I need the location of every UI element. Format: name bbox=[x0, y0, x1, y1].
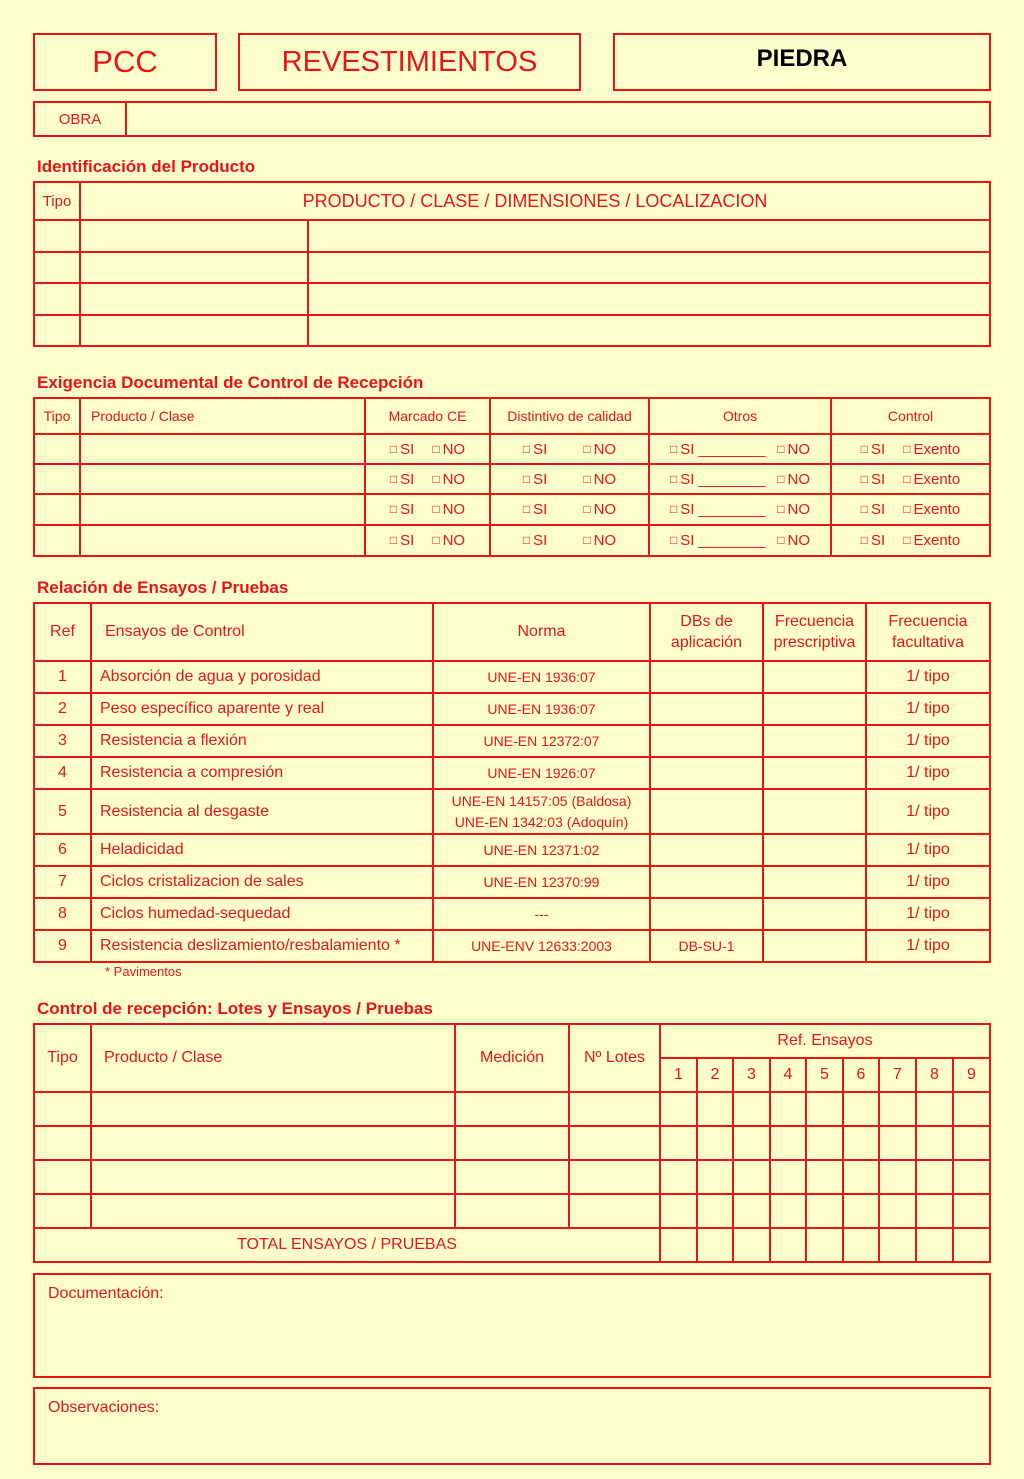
obra-table bbox=[33, 101, 991, 137]
checkbox-icon[interactable]: □ bbox=[583, 441, 591, 456]
ensayo-db bbox=[650, 898, 763, 930]
checkbox-option[interactable] bbox=[777, 471, 810, 488]
ensayo-norma: UNE-ENV 12633:2003 bbox=[433, 930, 650, 962]
checkbox-label: SI ________ bbox=[680, 501, 766, 518]
ensayo-norma: UNE-EN 1926:07 bbox=[433, 757, 650, 789]
checkbox-label: SI bbox=[871, 501, 886, 518]
checkbox-option[interactable] bbox=[523, 501, 547, 518]
ensayo-ref: 6 bbox=[34, 834, 91, 866]
checkbox-icon[interactable]: □ bbox=[860, 441, 869, 456]
checkbox-option[interactable] bbox=[523, 471, 547, 488]
ref-ensayo-number: 7 bbox=[879, 1058, 916, 1092]
ensayo-frec-prescriptiva bbox=[763, 725, 866, 757]
checkbox-label: NO bbox=[787, 470, 811, 488]
checkbox-icon[interactable]: □ bbox=[389, 471, 398, 486]
checkbox-label: NO bbox=[593, 501, 617, 518]
checkbox-option[interactable] bbox=[903, 501, 960, 518]
documentacion-label: Documentación: bbox=[48, 1285, 164, 1302]
ensayo-ref: 7 bbox=[34, 866, 91, 898]
ensayo-db bbox=[650, 789, 763, 834]
ensayo-norma: UNE-EN 1936:07 bbox=[433, 693, 650, 725]
checkbox-label: SI bbox=[533, 470, 548, 488]
section-title-identificacion: Identificación del Producto bbox=[37, 157, 256, 176]
total-label: TOTAL ENSAYOS / PRUEBAS bbox=[34, 1228, 660, 1262]
checkbox-option[interactable] bbox=[861, 501, 885, 518]
observaciones-label: Observaciones: bbox=[48, 1399, 160, 1416]
obra-label: OBRA bbox=[34, 102, 126, 136]
checkbox-option[interactable] bbox=[670, 501, 765, 518]
total-row bbox=[34, 1228, 990, 1262]
checkbox-label: NO bbox=[593, 532, 617, 549]
ensayo-db bbox=[650, 725, 763, 757]
checkbox-icon[interactable]: □ bbox=[669, 441, 678, 456]
ensayo-frec-facultativa: 1/ tipo bbox=[866, 930, 990, 962]
section-title-control: Control de recepción: Lotes y Ensayos / Pruebas bbox=[37, 999, 433, 1018]
ensayo-name: Peso específico aparente y real bbox=[91, 693, 433, 725]
checkbox-icon[interactable]: □ bbox=[777, 471, 785, 486]
checkbox-label: SI bbox=[533, 501, 548, 518]
table-row bbox=[34, 1160, 990, 1194]
checkbox-icon[interactable]: □ bbox=[432, 471, 440, 486]
ensayo-ref: 9 bbox=[34, 930, 91, 962]
ensayo-db: DB-SU-1 bbox=[650, 930, 763, 962]
checkbox-label: SI bbox=[400, 501, 415, 518]
table-row bbox=[34, 315, 990, 347]
ensayo-db bbox=[650, 661, 763, 693]
checkbox-option[interactable] bbox=[777, 501, 810, 518]
ref-ensayo-number: 3 bbox=[733, 1058, 770, 1092]
checkbox-icon[interactable]: □ bbox=[389, 441, 398, 456]
checkbox-option[interactable] bbox=[861, 532, 885, 549]
total-cell[interactable] bbox=[660, 1228, 697, 1262]
checkbox-icon[interactable]: □ bbox=[432, 533, 440, 547]
table-row bbox=[34, 434, 990, 464]
total-cell[interactable] bbox=[770, 1228, 806, 1262]
checkbox-label: NO bbox=[787, 532, 811, 549]
ex-header-tipo: Tipo bbox=[34, 398, 80, 434]
checkbox-label: NO bbox=[593, 440, 617, 458]
ensayo-name: Ciclos cristalizacion de sales bbox=[91, 866, 433, 898]
ensayo-frec-facultativa: 1/ tipo bbox=[866, 898, 990, 930]
ensayo-name: Resistencia a compresión bbox=[91, 757, 433, 789]
material-box bbox=[613, 33, 991, 91]
id-header-tipo: Tipo bbox=[34, 182, 80, 220]
ref-ensayo-number: 1 bbox=[660, 1058, 697, 1092]
table-row bbox=[34, 789, 990, 834]
ensayo-frec-prescriptiva bbox=[763, 693, 866, 725]
ensayo-ref: 5 bbox=[34, 789, 91, 834]
ensayo-norma: --- bbox=[433, 898, 650, 930]
ens-header-frec-facultativa: Frecuencia facultativa bbox=[866, 603, 990, 661]
checkbox-option[interactable] bbox=[390, 471, 414, 488]
checkbox-icon[interactable]: □ bbox=[669, 533, 678, 547]
table-row bbox=[34, 898, 990, 930]
category-label: REVESTIMIENTOS bbox=[281, 45, 538, 78]
checkbox-label: NO bbox=[442, 440, 466, 458]
checkbox-icon[interactable]: □ bbox=[777, 441, 785, 456]
ens-header-dbs: DBs de aplicación bbox=[650, 603, 763, 661]
ensayo-ref: 3 bbox=[34, 725, 91, 757]
ensayo-frec-prescriptiva bbox=[763, 661, 866, 693]
exigencia-table bbox=[33, 397, 991, 557]
ensayo-db bbox=[650, 757, 763, 789]
ensayo-ref: 1 bbox=[34, 661, 91, 693]
checkbox-icon[interactable]: □ bbox=[903, 441, 911, 456]
checkbox-option[interactable] bbox=[583, 471, 616, 488]
ensayo-norma: UNE-EN 12370:99 bbox=[433, 866, 650, 898]
checkbox-icon[interactable]: □ bbox=[583, 533, 591, 547]
footnote: * Pavimentos bbox=[105, 964, 182, 979]
ctrl-header-producto: Producto / Clase bbox=[91, 1024, 455, 1092]
total-cell[interactable] bbox=[879, 1228, 916, 1262]
checkbox-option[interactable] bbox=[861, 471, 885, 488]
checkbox-label: SI bbox=[533, 440, 548, 458]
ensayo-frec-facultativa: 1/ tipo bbox=[866, 725, 990, 757]
checkbox-label: SI ________ bbox=[680, 440, 766, 458]
checkbox-label: SI bbox=[400, 532, 415, 549]
ensayo-frec-facultativa: 1/ tipo bbox=[866, 661, 990, 693]
checkbox-icon[interactable]: □ bbox=[522, 502, 531, 516]
checkbox-label: NO bbox=[442, 501, 466, 518]
table-row bbox=[34, 757, 990, 789]
checkbox-option[interactable] bbox=[432, 471, 465, 488]
checkbox-icon[interactable]: □ bbox=[522, 533, 531, 547]
checkbox-label: Exento bbox=[913, 532, 961, 549]
checkbox-icon[interactable]: □ bbox=[389, 502, 398, 516]
total-cell[interactable] bbox=[806, 1228, 843, 1262]
ensayo-name: Resistencia a flexión bbox=[91, 725, 433, 757]
checkbox-label: SI bbox=[400, 470, 415, 488]
checkbox-icon[interactable]: □ bbox=[860, 471, 869, 486]
checkbox-label: NO bbox=[442, 532, 466, 549]
table-row bbox=[34, 1194, 990, 1228]
ref-ensayo-number: 4 bbox=[770, 1058, 806, 1092]
ensayo-frec-facultativa: 1/ tipo bbox=[866, 693, 990, 725]
ex-header-distintivo: Distintivo de calidad bbox=[490, 398, 649, 434]
checkbox-icon[interactable]: □ bbox=[903, 533, 911, 547]
checkbox-icon[interactable]: □ bbox=[432, 502, 440, 516]
control-table bbox=[33, 1023, 991, 1263]
table-row bbox=[34, 525, 990, 556]
ensayo-ref: 4 bbox=[34, 757, 91, 789]
table-row bbox=[34, 693, 990, 725]
ensayos-table bbox=[33, 602, 991, 963]
checkbox-icon[interactable]: □ bbox=[777, 502, 785, 516]
ensayo-frec-prescriptiva bbox=[763, 930, 866, 962]
checkbox-option[interactable] bbox=[390, 501, 414, 518]
ensayo-frec-prescriptiva bbox=[763, 898, 866, 930]
ensayo-name: Resistencia deslizamiento/resbalamiento * bbox=[91, 930, 433, 962]
checkbox-icon[interactable]: □ bbox=[903, 471, 911, 486]
id-header-producto: PRODUCTO / CLASE / DIMENSIONES / LOCALIZACION bbox=[80, 182, 990, 220]
checkbox-icon[interactable]: □ bbox=[903, 502, 911, 516]
checkbox-option[interactable] bbox=[432, 501, 465, 518]
ensayo-frec-facultativa: 1/ tipo bbox=[866, 757, 990, 789]
ens-header-frec-prescriptiva: Frecuencia prescriptiva bbox=[763, 603, 866, 661]
checkbox-option[interactable] bbox=[670, 532, 765, 549]
ensayo-frec-prescriptiva bbox=[763, 834, 866, 866]
ensayo-name: Absorción de agua y porosidad bbox=[91, 661, 433, 693]
pcc-label: PCC bbox=[92, 44, 158, 79]
checkbox-label: SI bbox=[533, 532, 548, 549]
checkbox-option[interactable] bbox=[861, 441, 885, 458]
ensayo-frec-prescriptiva bbox=[763, 789, 866, 834]
ref-ensayo-number: 8 bbox=[916, 1058, 953, 1092]
total-cell[interactable] bbox=[953, 1228, 990, 1262]
observaciones-box[interactable] bbox=[33, 1387, 991, 1465]
checkbox-option[interactable] bbox=[777, 532, 810, 549]
checkbox-option[interactable] bbox=[903, 532, 960, 549]
ctrl-header-lotes: Nº Lotes bbox=[569, 1024, 660, 1092]
checkbox-option[interactable] bbox=[432, 532, 465, 549]
ens-header-ensayo: Ensayos de Control bbox=[91, 603, 433, 661]
table-row bbox=[34, 661, 990, 693]
checkbox-label: Exento bbox=[913, 501, 961, 518]
ens-header-norma: Norma bbox=[433, 603, 650, 661]
ensayo-frec-prescriptiva bbox=[763, 866, 866, 898]
table-row bbox=[34, 866, 990, 898]
ensayo-norma: UNE-EN 14157:05 (Baldosa) UNE-EN 1342:03 (Adoquín) bbox=[433, 789, 650, 834]
total-cell[interactable] bbox=[916, 1228, 953, 1262]
total-cell[interactable] bbox=[697, 1228, 733, 1262]
material-label: PIEDRA bbox=[756, 45, 848, 72]
checkbox-label: NO bbox=[442, 470, 466, 488]
ensayo-norma: UNE-EN 12372:07 bbox=[433, 725, 650, 757]
checkbox-icon[interactable]: □ bbox=[522, 441, 531, 456]
checkbox-icon[interactable]: □ bbox=[432, 441, 440, 456]
checkbox-option[interactable] bbox=[523, 441, 547, 458]
checkbox-label: SI bbox=[871, 440, 886, 458]
checkbox-icon[interactable]: □ bbox=[669, 502, 678, 516]
checkbox-icon[interactable]: □ bbox=[583, 502, 591, 516]
ex-header-marcado: Marcado CE bbox=[365, 398, 490, 434]
checkbox-label: SI ________ bbox=[680, 532, 766, 549]
table-row bbox=[34, 834, 990, 866]
checkbox-option[interactable] bbox=[390, 441, 414, 458]
checkbox-icon[interactable]: □ bbox=[777, 533, 785, 547]
checkbox-option[interactable] bbox=[903, 471, 960, 488]
table-row bbox=[34, 220, 990, 252]
ensayo-norma: UNE-EN 1936:07 bbox=[433, 661, 650, 693]
ctrl-header-tipo: Tipo bbox=[34, 1024, 91, 1092]
checkbox-option[interactable] bbox=[432, 441, 465, 458]
checkbox-label: NO bbox=[593, 470, 617, 488]
identificacion-table bbox=[33, 181, 991, 347]
checkbox-option[interactable] bbox=[903, 441, 960, 458]
ensayo-norma: UNE-EN 12371:02 bbox=[433, 834, 650, 866]
checkbox-option[interactable] bbox=[670, 441, 765, 458]
total-cell[interactable] bbox=[733, 1228, 770, 1262]
ensayo-db bbox=[650, 866, 763, 898]
ref-ensayo-number: 5 bbox=[806, 1058, 843, 1092]
ensayo-ref: 8 bbox=[34, 898, 91, 930]
checkbox-option[interactable] bbox=[583, 501, 616, 518]
category-box bbox=[238, 33, 581, 91]
ex-header-producto: Producto / Clase bbox=[80, 398, 365, 434]
checkbox-icon[interactable]: □ bbox=[860, 502, 869, 516]
table-row bbox=[34, 725, 990, 757]
ex-header-otros: Otros bbox=[649, 398, 831, 434]
documentacion-box[interactable] bbox=[33, 1273, 991, 1378]
ref-ensayo-number: 9 bbox=[953, 1058, 990, 1092]
checkbox-option[interactable] bbox=[523, 532, 547, 549]
checkbox-label: SI bbox=[871, 532, 886, 549]
obra-field[interactable] bbox=[126, 102, 990, 136]
ensayo-frec-facultativa: 1/ tipo bbox=[866, 834, 990, 866]
table-row bbox=[34, 494, 990, 525]
ctrl-header-ref-ensayos: Ref. Ensayos bbox=[660, 1024, 990, 1058]
checkbox-label: SI ________ bbox=[680, 470, 766, 488]
table-row bbox=[34, 464, 990, 494]
ensayo-db bbox=[650, 834, 763, 866]
ref-ensayo-number: 6 bbox=[843, 1058, 879, 1092]
checkbox-icon[interactable]: □ bbox=[669, 471, 678, 486]
table-row bbox=[34, 1126, 990, 1160]
ensayo-frec-facultativa: 1/ tipo bbox=[866, 789, 990, 834]
ens-header-ref: Ref bbox=[34, 603, 91, 661]
table-row bbox=[34, 1092, 990, 1126]
checkbox-option[interactable] bbox=[583, 441, 616, 458]
table-row bbox=[34, 283, 990, 315]
checkbox-option[interactable] bbox=[670, 471, 765, 488]
checkbox-option[interactable] bbox=[777, 441, 810, 458]
ensayo-ref: 2 bbox=[34, 693, 91, 725]
table-row bbox=[34, 930, 990, 962]
checkbox-option[interactable] bbox=[390, 532, 414, 549]
checkbox-label: Exento bbox=[913, 470, 961, 488]
ref-ensayo-number: 2 bbox=[697, 1058, 733, 1092]
ensayo-name: Resistencia al desgaste bbox=[91, 789, 433, 834]
ctrl-header-medicion: Medición bbox=[455, 1024, 569, 1092]
section-title-exigencia: Exigencia Documental de Control de Recepción bbox=[37, 373, 424, 392]
ensayo-name: Heladicidad bbox=[91, 834, 433, 866]
checkbox-icon[interactable]: □ bbox=[860, 533, 869, 547]
checkbox-label: NO bbox=[787, 501, 811, 518]
ensayo-db bbox=[650, 693, 763, 725]
section-title-ensayos: Relación de Ensayos / Pruebas bbox=[37, 578, 289, 597]
checkbox-icon[interactable]: □ bbox=[389, 533, 398, 547]
checkbox-icon[interactable]: □ bbox=[583, 471, 591, 486]
table-row bbox=[34, 252, 990, 284]
checkbox-label: Exento bbox=[913, 440, 961, 458]
ensayo-name: Ciclos humedad-sequedad bbox=[91, 898, 433, 930]
pcc-box bbox=[33, 33, 217, 91]
ensayo-frec-facultativa: 1/ tipo bbox=[866, 866, 990, 898]
checkbox-label: SI bbox=[400, 440, 415, 458]
total-cell[interactable] bbox=[843, 1228, 879, 1262]
ensayo-frec-prescriptiva bbox=[763, 757, 866, 789]
checkbox-label: NO bbox=[787, 440, 811, 458]
ex-header-control: Control bbox=[831, 398, 990, 434]
checkbox-icon[interactable]: □ bbox=[522, 471, 531, 486]
checkbox-option[interactable] bbox=[583, 532, 616, 549]
checkbox-label: SI bbox=[871, 470, 886, 488]
